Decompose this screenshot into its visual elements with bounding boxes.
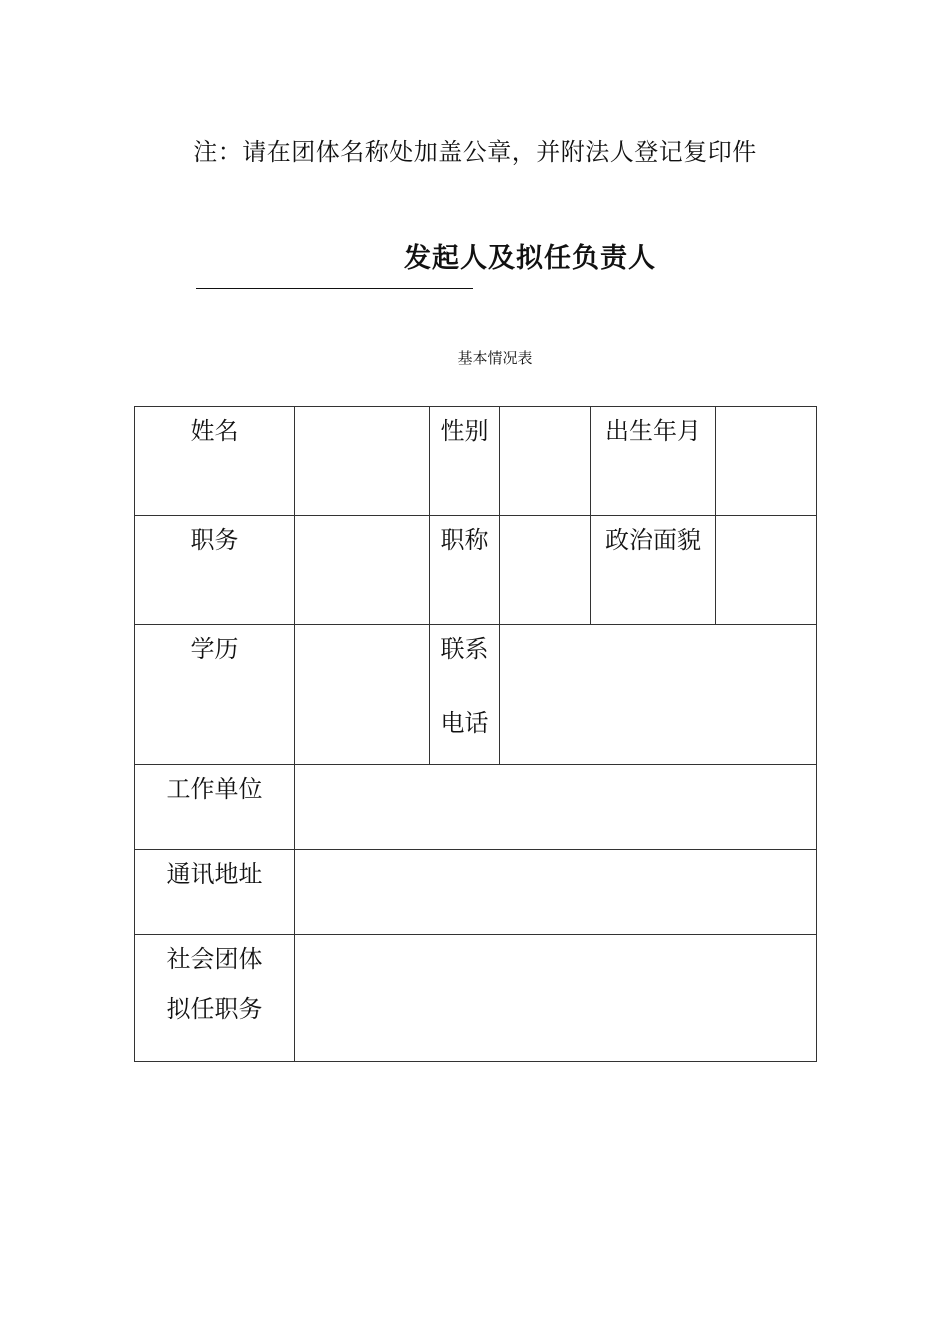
phone-label-line2: 电话 xyxy=(440,709,489,737)
form-title: 发起人及拟任负责人 xyxy=(404,243,656,274)
table-row xyxy=(135,625,817,765)
political-status-field[interactable] xyxy=(716,516,817,625)
gender-field[interactable] xyxy=(500,407,591,516)
position-field[interactable] xyxy=(295,516,430,625)
workplace-label: 工作单位 xyxy=(135,765,295,850)
birth-field[interactable] xyxy=(716,407,817,516)
form-subtitle: 基本情况表 xyxy=(457,349,533,367)
position-label: 职务 xyxy=(135,516,295,625)
professional-title-label: 职称 xyxy=(430,516,500,625)
education-field[interactable] xyxy=(295,625,430,765)
title-underline xyxy=(196,288,473,289)
table-row xyxy=(135,407,817,516)
table-row xyxy=(135,850,817,935)
org-role-field[interactable] xyxy=(295,935,817,1062)
workplace-field[interactable] xyxy=(295,765,817,850)
education-label: 学历 xyxy=(135,625,295,765)
org-role-label-line1: 社会团体 xyxy=(166,945,263,973)
table-row xyxy=(135,935,817,1062)
phone-field[interactable] xyxy=(500,625,817,765)
professional-title-field[interactable] xyxy=(500,516,591,625)
table-row xyxy=(135,765,817,850)
name-label: 姓名 xyxy=(135,407,295,516)
address-field[interactable] xyxy=(295,850,817,935)
table-row xyxy=(135,516,817,625)
note-text: 注：请在团体名称处加盖公章，并附法人登记复印件 xyxy=(193,138,757,166)
org-role-label xyxy=(135,935,295,1062)
gender-label: 性别 xyxy=(430,407,500,516)
phone-label xyxy=(430,625,500,765)
name-field[interactable] xyxy=(295,407,430,516)
political-status-label: 政治面貌 xyxy=(591,516,716,625)
address-label: 通讯地址 xyxy=(135,850,295,935)
org-role-label-line2: 拟任职务 xyxy=(166,995,263,1023)
phone-label-line1: 联系 xyxy=(440,635,489,663)
basic-info-table xyxy=(134,406,817,1062)
birth-label: 出生年月 xyxy=(591,407,716,516)
